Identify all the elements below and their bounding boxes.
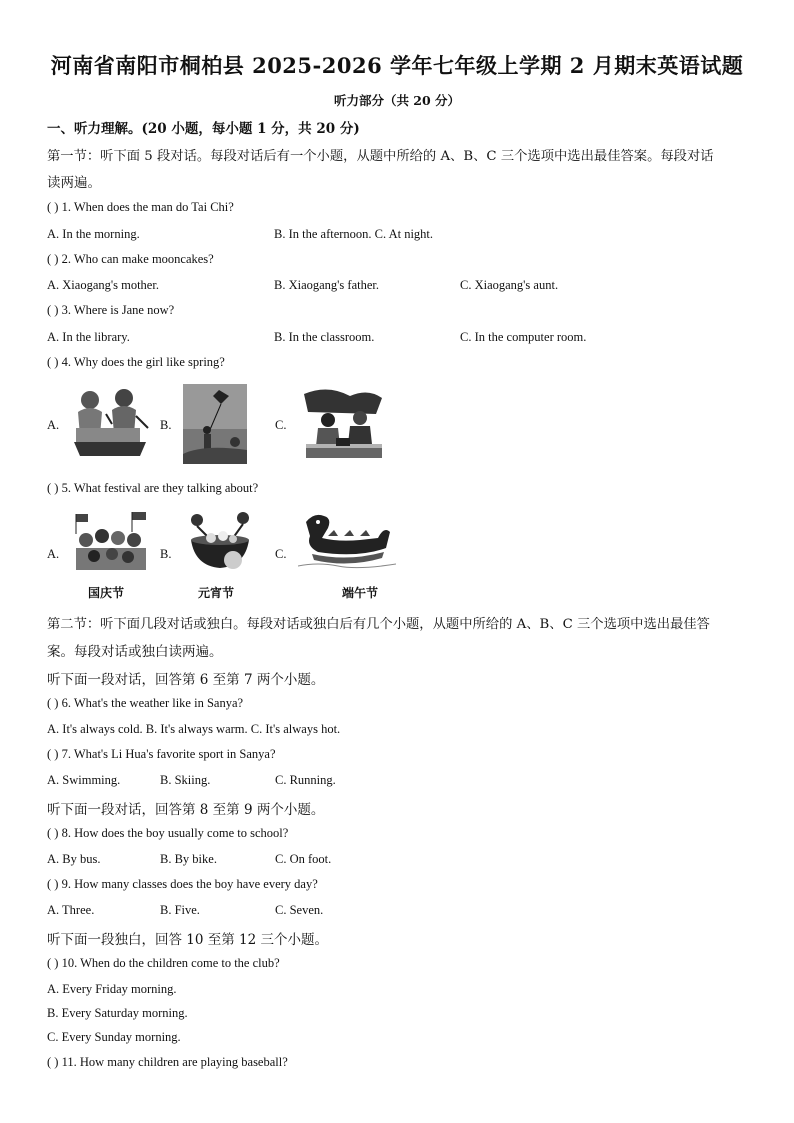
page-title: 河南省南阳市桐柏县 2025-2026 学年七年级上学期 2 月期末英语试题 [50, 53, 744, 78]
question-11-stem: ( ) 11. How many children are playing baseball? [47, 1055, 288, 1069]
question-1-option-a: A. In the morning. [47, 227, 140, 241]
question-5-stem: ( ) 5. What festival are they talking about? [47, 481, 259, 495]
question-10-option-c: C. Every Sunday morning. [47, 1030, 181, 1044]
question-7-option-c: C. Running. [275, 773, 336, 787]
question-7-stem: ( ) 7. What's Li Hua's favorite sport in Sanya? [47, 747, 276, 761]
question-4-stem: ( ) 4. Why does the girl like spring? [47, 355, 225, 369]
question-3-option-c: C. In the computer room. [460, 330, 587, 344]
dialog-6-7-instruction: 听下面一段对话，回答第 6 至第 7 两个小题。 [47, 672, 325, 688]
question-2-option-a: A. Xiaogang's mother. [47, 278, 159, 292]
national-day-picture [70, 510, 152, 572]
question-5-label-b: B. [160, 547, 172, 561]
children-playing-picture [66, 384, 154, 462]
question-8-option-b: B. By bike. [160, 852, 217, 866]
question-6-stem: ( ) 6. What's the weather like in Sanya? [47, 696, 244, 710]
question-1-option-bc: B. In the afternoon. C. At night. [274, 227, 434, 241]
question-8-option-a: A. By bus. [47, 852, 101, 866]
question-3-stem: ( ) 3. Where is Jane now? [47, 303, 175, 317]
question-9-option-b: B. Five. [160, 903, 200, 917]
question-9-stem: ( ) 9. How many classes does the boy have every day? [47, 877, 318, 891]
section1-instructions-line1: 第一节：听下面 5 段对话。每段对话后有一个小题，从题中所给的 A、B、C 三个选项中选出最佳答案。每段对话 [47, 149, 714, 164]
part1-heading: 一、听力理解。(20 小题，每小题 1 分，共 20 分) [47, 121, 360, 137]
question-2-option-c: C. Xiaogang's aunt. [460, 278, 559, 292]
caption-dragon-boat-festival: 端午节 [341, 586, 378, 600]
section2-instructions-line1: 第二节：听下面几段对话或独白。每段对话或独白后有几个小题，从题中所给的 A、B、C 三个选项中选出最佳答 [47, 617, 710, 632]
section1-instructions-line2: 读两遍。 [47, 175, 101, 191]
question-9-option-c: C. Seven. [275, 903, 324, 917]
dragon-boat-picture [298, 508, 396, 572]
picnic-picture [298, 384, 390, 464]
question-3-option-a: A. In the library. [47, 330, 130, 344]
question-7-option-a: A. Swimming. [47, 773, 121, 787]
caption-national-day: 国庆节 [87, 586, 124, 600]
question-8-option-c: C. On foot. [275, 852, 332, 866]
question-5-label-a: A. [47, 547, 60, 561]
question-1-stem: ( ) 1. When does the man do Tai Chi? [47, 200, 234, 214]
question-4-label-c: C. [275, 418, 287, 432]
question-10-stem: ( ) 10. When do the children come to the club? [47, 956, 280, 970]
question-4-label-b: B. [160, 418, 172, 432]
question-5-label-c: C. [275, 547, 287, 561]
question-10-option-a: A. Every Friday morning. [47, 982, 177, 996]
question-3-option-b: B. In the classroom. [274, 330, 375, 344]
question-10-option-b: B. Every Saturday morning. [47, 1006, 188, 1020]
question-6-options: A. It's always cold. B. It's always warm. C. It's always hot. [47, 722, 341, 736]
question-2-stem: ( ) 2. Who can make mooncakes? [47, 252, 214, 266]
question-4-label-a: A. [47, 418, 60, 432]
dialog-8-9-instruction: 听下面一段对话，回答第 8 至第 9 两个小题。 [47, 802, 325, 818]
question-8-stem: ( ) 8. How does the boy usually come to school? [47, 826, 289, 840]
kite-flying-picture [183, 384, 247, 464]
question-2-option-b: B. Xiaogang's father. [274, 278, 380, 292]
lantern-festival-picture [181, 508, 259, 574]
monologue-10-12-instruction: 听下面一段独白，回答 10 至第 12 三个小题。 [47, 932, 329, 948]
section2-instructions-line2: 案。每段对话或独白读两遍。 [47, 644, 223, 660]
listening-subtitle: 听力部分（共 20 分） [333, 93, 461, 108]
caption-lantern-festival: 元宵节 [197, 586, 234, 600]
question-9-option-a: A. Three. [47, 903, 95, 917]
question-7-option-b: B. Skiing. [160, 773, 211, 787]
